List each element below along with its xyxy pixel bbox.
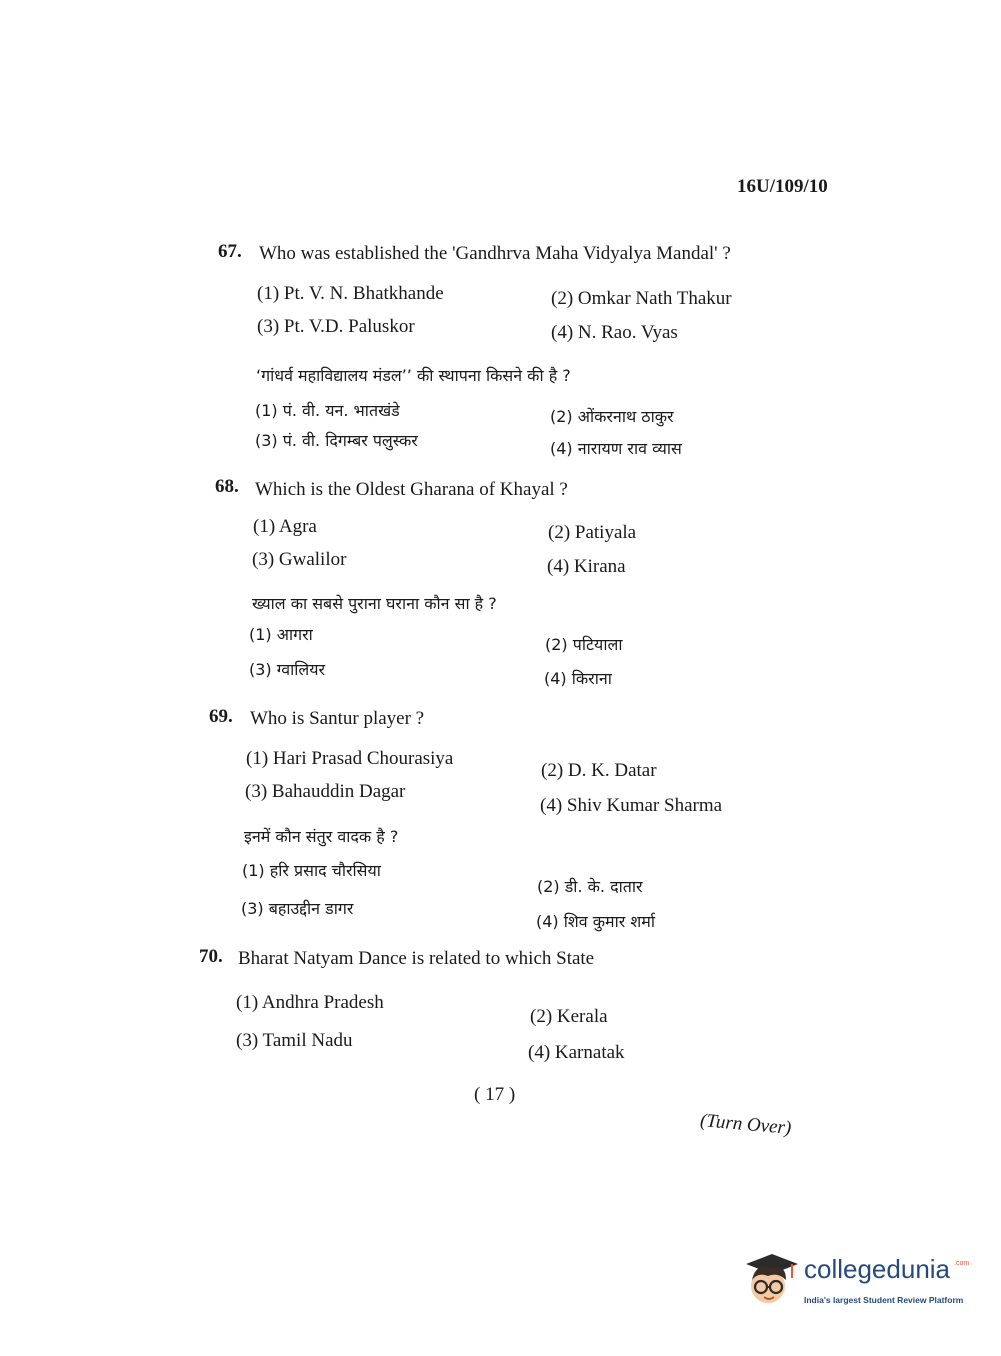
question-text-en: Who was established the 'Gandhrva Maha Vidyalya Mandal' ? [259,243,731,264]
option-en-2: (2) Patiyala [548,522,637,543]
option-en-2: (2) Omkar Nath Thakur [551,288,732,309]
question-number: 70. [199,946,223,967]
option-hi-1: (1) हरि प्रसाद चौरसिया [242,861,381,880]
option-en-3: (3) Bahauddin Dagar [245,781,406,802]
page-number: ( 17 ) [474,1084,516,1105]
question-text-hi: ‘गांधर्व महाविद्यालय मंडल’’ की स्थापना किसने की है ? [256,366,571,385]
option-en-4: (4) Karnatak [528,1042,625,1063]
collegedunia-watermark [742,1250,972,1312]
option-en-2: (2) Kerala [530,1006,608,1027]
brand-tagline: India's largest Student Review Platform [804,1295,964,1305]
question-number: 67. [218,241,242,262]
question-text-en: Who is Santur player ? [250,708,425,729]
option-hi-1: (1) पं. वी. यन. भातखंडे [255,401,400,420]
option-en-3: (3) Tamil Nadu [236,1030,353,1051]
option-hi-3: (3) बहाउद्दीन डागर [241,899,354,918]
option-hi-1: (1) आगरा [249,625,313,644]
option-hi-4: (4) नारायण राव व्यास [550,439,682,458]
question-text-hi: ख्याल का सबसे पुराना घराना कौन सा है ? [252,594,497,613]
question-text-en: Bharat Natyam Dance is related to which State [238,948,595,969]
question-text-en: Which is the Oldest Gharana of Khayal ? [255,479,568,500]
option-en-1: (1) Hari Prasad Chourasiya [246,748,454,769]
option-en-4: (4) N. Rao. Vyas [551,322,678,343]
question-number: 68. [215,476,239,497]
option-en-3: (3) Pt. V.D. Paluskor [257,316,415,337]
question-text-hi: इनमें कौन संतुर वादक है ? [244,827,399,846]
option-hi-4: (4) शिव कुमार शर्मा [536,912,655,931]
option-en-1: (1) Pt. V. N. Bhatkhande [257,283,444,304]
option-en-3: (3) Gwalilor [252,549,347,570]
option-hi-2: (2) डी. के. दातार [537,877,643,896]
option-en-1: (1) Andhra Pradesh [236,992,384,1013]
brand-domain: .com [954,1260,970,1267]
option-hi-2: (2) ओंकरनाथ ठाकुर [550,407,674,426]
turn-over-note: (Turn Over) [699,1110,793,1139]
question-number: 69. [209,706,233,727]
option-en-2: (2) D. K. Datar [541,760,657,781]
mascot-icon [742,1250,802,1312]
option-en-4: (4) Kirana [547,556,626,577]
option-hi-4: (4) किराना [544,669,612,688]
option-en-4: (4) Shiv Kumar Sharma [540,795,723,816]
brand-name: collegedunia [804,1254,951,1284]
option-en-1: (1) Agra [253,516,317,537]
option-hi-3: (3) पं. वी. दिगम्बर पलुस्कर [255,431,418,450]
paper-code: 16U/109/10 [737,176,828,197]
option-hi-2: (2) पटियाला [545,635,623,654]
option-hi-3: (3) ग्वालियर [249,660,326,679]
